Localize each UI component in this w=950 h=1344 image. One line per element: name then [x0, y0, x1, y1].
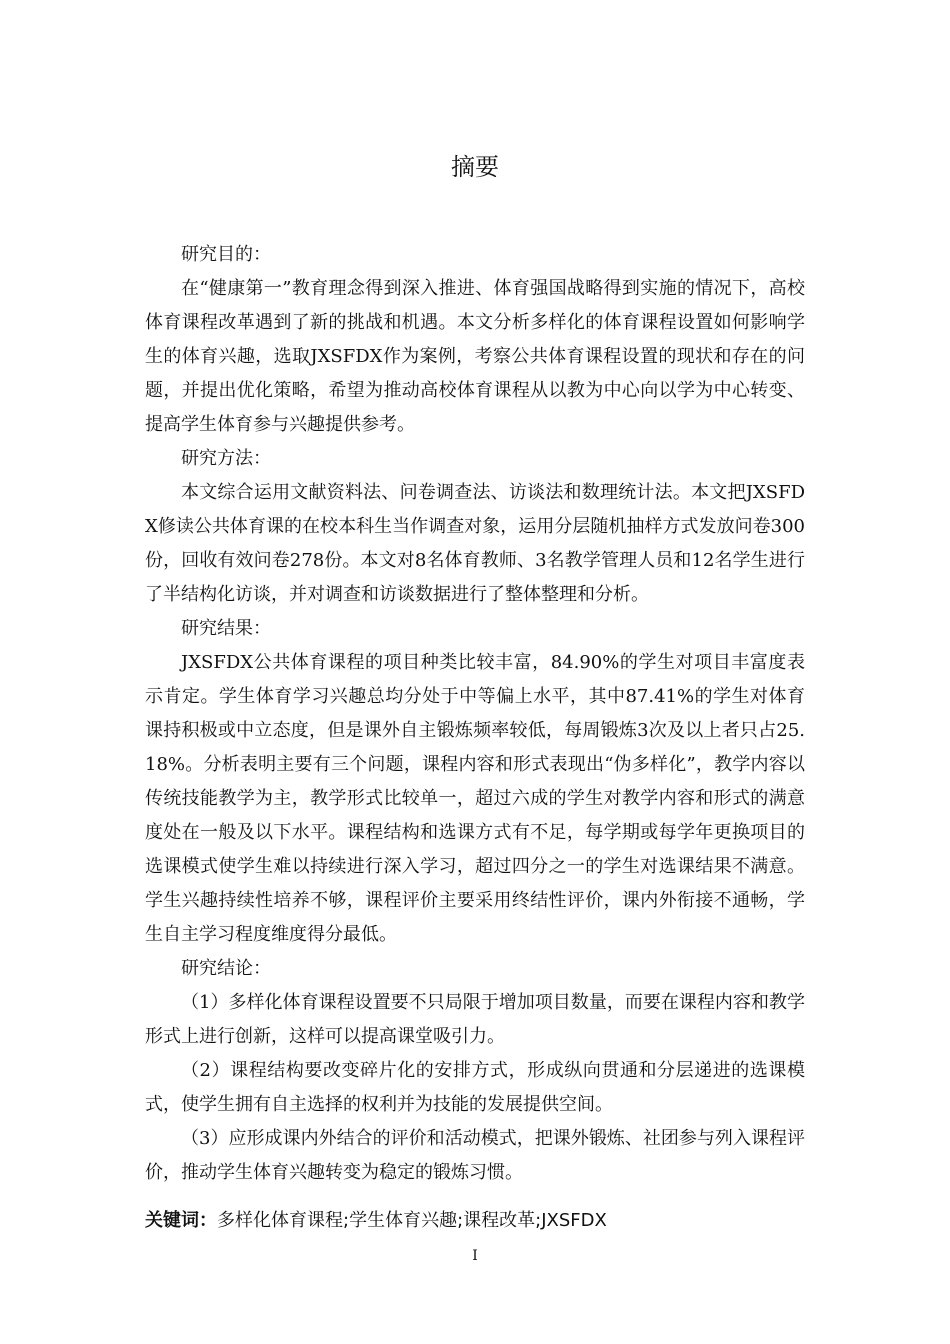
- paragraph-conclusion-2: （2）课程结构要改变碎片化的安排方式，形成纵向贯通和分层递进的选课模式，使学生拥有自主选择的权利并为技能的发展提供空间。: [145, 1060, 805, 1115]
- section-heading-purpose: 研究目的：: [181, 244, 271, 265]
- section-heading-methods: 研究方法：: [181, 448, 271, 469]
- paragraph-purpose: 在“健康第一”教育理念得到深入推进、体育强国战略得到实施的情况下，高校体育课程改革遇到了新的挑战和机遇。本文分析多样化的体育课程设置如何影响学生的体育兴趣，选取JXSFDX作为案例，考察公共体育课程设置的现状和存在的问题，并提出优化策略，希望为推动高校体育课程从以教为中心向以学为中心转变、提高学生体育参与兴趣提供参考。: [145, 278, 805, 435]
- abstract-body: [145, 238, 805, 1190]
- paragraph-conclusion-1: （1）多样化体育课程设置要不只局限于增加项目数量，而要在课程内容和教学形式上进行创新，这样可以提高课堂吸引力。: [145, 992, 805, 1047]
- keywords-text: 多样化体育课程;学生体育兴趣;课程改革;JXSFDX: [217, 1210, 607, 1231]
- section-heading-conclusions: 研究结论：: [181, 958, 271, 979]
- paragraph-conclusion-3: （3）应形成课内外结合的评价和活动模式，把课外锻炼、社团参与列入课程评价，推动学生体育兴趣转变为稳定的锻炼习惯。: [145, 1128, 805, 1183]
- keywords-label: 关键词：: [145, 1210, 217, 1231]
- paragraph-results: JXSFDX公共体育课程的项目种类比较丰富，84.90%的学生对项目丰富度表示肯定。学生体育学习兴趣总均分处于中等偏上水平，其中87.41%的学生对体育课持积极或中立态度，但是课外自主锻炼频率较低，每周锻炼3次及以上者只占25.18%。分析表明主要有三个问题，课程内容和形式表现出“伪多样化”，教学内容以传统技能教学为主，教学形式比较单一，超过六成的学生对教学内容和形式的满意度处在一般及以下水平。课程结构和选课方式有不足，每学期或每学年更换项目的选课模式使学生难以持续进行深入学习，超过四分之一的学生对选课结果不满意。学生兴趣持续性培养不够，课程评价主要采用终结性评价，课内外衔接不通畅，学生自主学习程度维度得分最低。: [145, 652, 805, 945]
- section-heading-results: 研究结果：: [181, 618, 271, 639]
- keywords-line: [145, 1206, 805, 1236]
- paragraph-methods: 本文综合运用文献资料法、问卷调查法、访谈法和数理统计法。本文把JXSFDX修读公共体育课的在校本科生当作调查对象，运用分层随机抽样方式发放问卷300份，回收有效问卷278份。本文对8名体育教师、3名教学管理人员和12名学生进行了半结构化访谈，并对调查和访谈数据进行了整体整理和分析。: [145, 482, 805, 605]
- page-number: I: [472, 1248, 478, 1264]
- abstract-title: 摘要: [451, 153, 499, 181]
